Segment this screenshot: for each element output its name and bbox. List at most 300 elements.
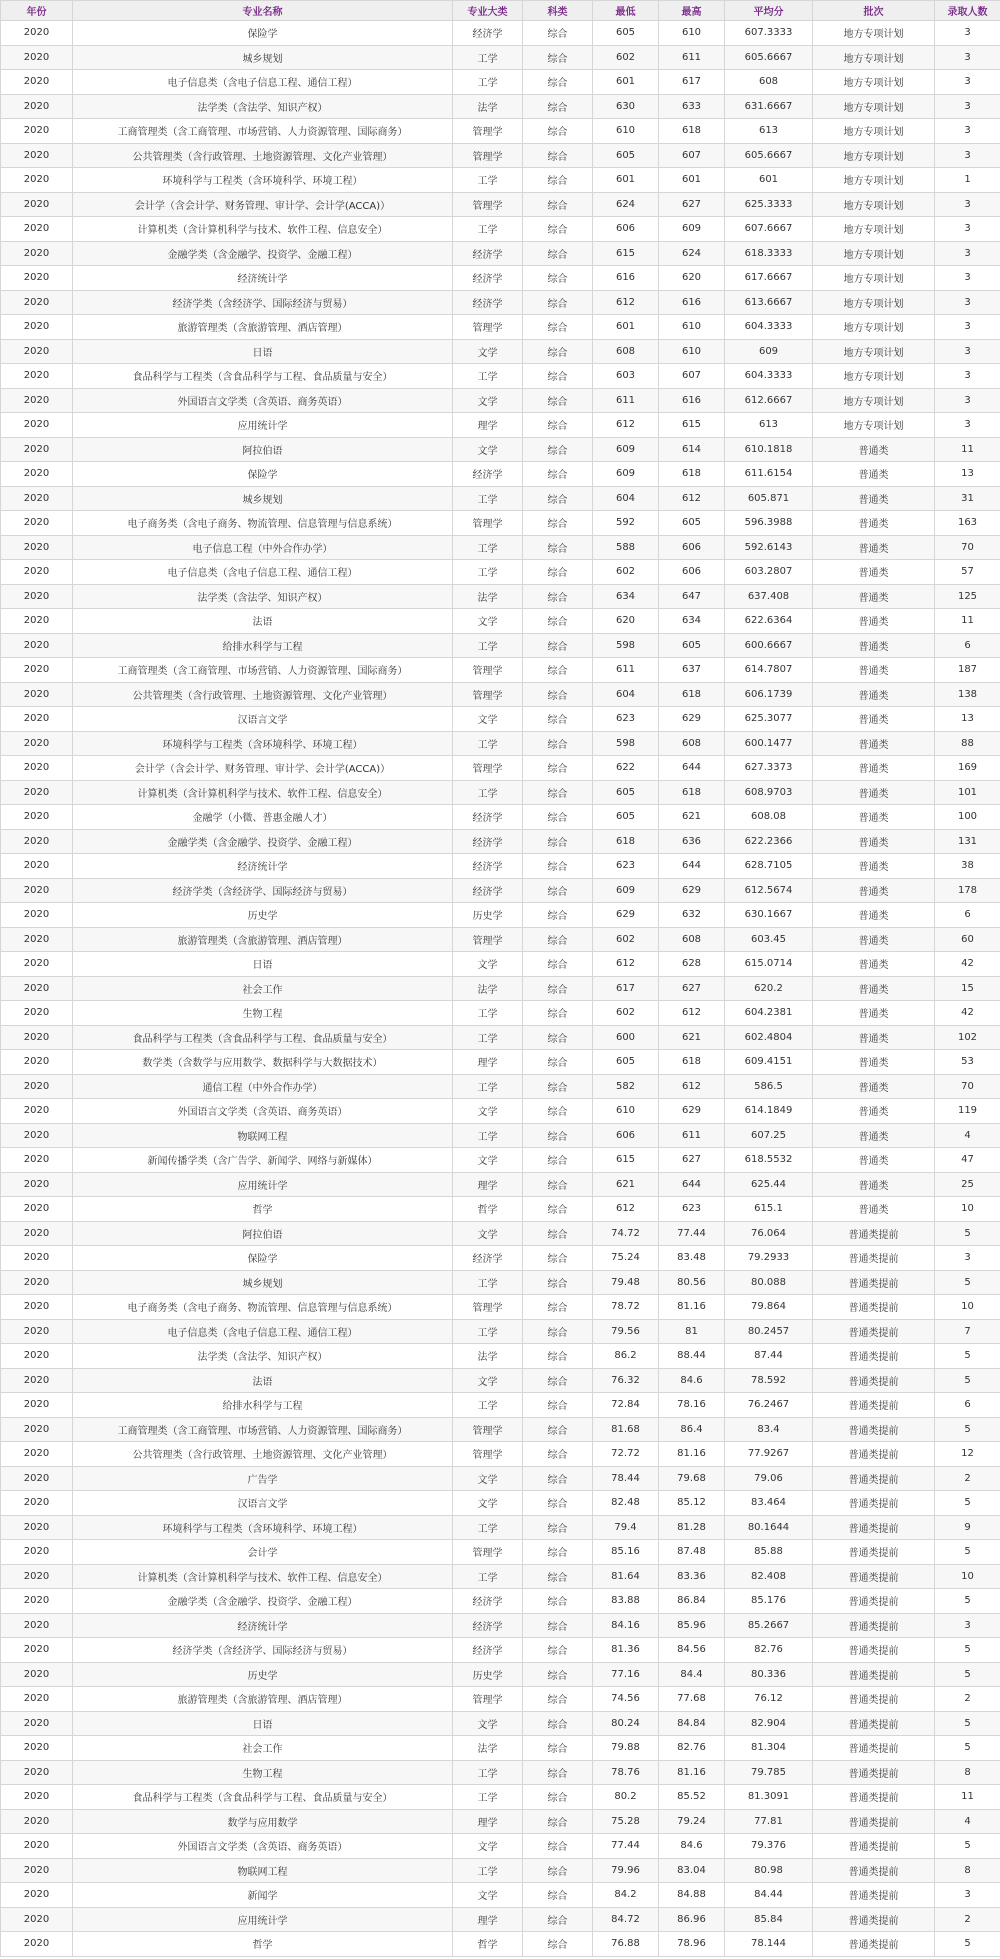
cell-subject: 综合: [523, 388, 593, 413]
cell-major: 法语: [73, 1368, 453, 1393]
cell-batch: 普通类: [813, 535, 935, 560]
cell-count: 119: [935, 1099, 1000, 1124]
cell-max: 81: [659, 1319, 725, 1344]
cell-major: 外国语言文学类（含英语、商务英语）: [73, 1834, 453, 1859]
cell-category: 工学: [453, 1074, 523, 1099]
cell-count: 5: [935, 1589, 1000, 1614]
cell-year: 2020: [1, 1785, 73, 1810]
cell-count: 10: [935, 1295, 1000, 1320]
cell-major: 金融学类（含金融学、投资学、金融工程）: [73, 241, 453, 266]
cell-category: 经济学: [453, 1613, 523, 1638]
cell-major: 食品科学与工程类（含食品科学与工程、食品质量与安全）: [73, 1785, 453, 1810]
cell-year: 2020: [1, 829, 73, 854]
cell-batch: 普通类: [813, 1074, 935, 1099]
cell-max: 85.52: [659, 1785, 725, 1810]
cell-batch: 地方专项计划: [813, 119, 935, 144]
cell-count: 3: [935, 119, 1000, 144]
cell-subject: 综合: [523, 1221, 593, 1246]
table-row: [1, 241, 1000, 266]
cell-avg: 85.84: [725, 1907, 813, 1932]
cell-avg: 76.064: [725, 1221, 813, 1246]
cell-subject: 综合: [523, 1050, 593, 1075]
cell-max: 618: [659, 1050, 725, 1075]
cell-batch: 普通类提前: [813, 1221, 935, 1246]
table-row: [1, 388, 1000, 413]
cell-year: 2020: [1, 437, 73, 462]
cell-avg: 630.1667: [725, 903, 813, 928]
cell-batch: 普通类提前: [813, 1368, 935, 1393]
cell-year: 2020: [1, 1907, 73, 1932]
cell-avg: 603.45: [725, 927, 813, 952]
cell-category: 文学: [453, 1368, 523, 1393]
cell-major: 电子商务类（含电子商务、物流管理、信息管理与信息系统）: [73, 511, 453, 536]
cell-subject: 综合: [523, 413, 593, 438]
cell-batch: 普通类: [813, 927, 935, 952]
cell-year: 2020: [1, 1344, 73, 1369]
cell-batch: 普通类: [813, 707, 935, 732]
cell-min: 80.24: [593, 1711, 659, 1736]
cell-year: 2020: [1, 1540, 73, 1565]
cell-category: 管理学: [453, 682, 523, 707]
cell-count: 9: [935, 1515, 1000, 1540]
cell-year: 2020: [1, 952, 73, 977]
cell-category: 工学: [453, 780, 523, 805]
cell-category: 工学: [453, 217, 523, 242]
cell-count: 5: [935, 1368, 1000, 1393]
cell-avg: 614.1849: [725, 1099, 813, 1124]
table-row: [1, 1662, 1000, 1687]
cell-category: 理学: [453, 1050, 523, 1075]
cell-max: 605: [659, 633, 725, 658]
cell-category: 经济学: [453, 290, 523, 315]
cell-batch: 地方专项计划: [813, 70, 935, 95]
cell-avg: 607.6667: [725, 217, 813, 242]
cell-avg: 637.408: [725, 584, 813, 609]
cell-batch: 普通类提前: [813, 1760, 935, 1785]
cell-min: 601: [593, 315, 659, 340]
cell-min: 72.72: [593, 1442, 659, 1467]
cell-min: 81.64: [593, 1564, 659, 1589]
header-year: 年份: [1, 1, 73, 21]
cell-count: 42: [935, 1001, 1000, 1026]
cell-major: 应用统计学: [73, 1907, 453, 1932]
cell-subject: 综合: [523, 1785, 593, 1810]
cell-avg: 604.2381: [725, 1001, 813, 1026]
cell-major: 经济统计学: [73, 854, 453, 879]
table-row: [1, 1148, 1000, 1173]
cell-major: 阿拉伯语: [73, 1221, 453, 1246]
cell-count: 4: [935, 1809, 1000, 1834]
cell-category: 工学: [453, 1319, 523, 1344]
cell-batch: 普通类提前: [813, 1589, 935, 1614]
cell-max: 88.44: [659, 1344, 725, 1369]
cell-major: 电子信息类（含电子信息工程、通信工程）: [73, 1319, 453, 1344]
table-row: [1, 143, 1000, 168]
cell-avg: 605.871: [725, 486, 813, 511]
cell-batch: 普通类提前: [813, 1491, 935, 1516]
cell-subject: 综合: [523, 1515, 593, 1540]
header-major: 专业名称: [73, 1, 453, 21]
cell-subject: 综合: [523, 1319, 593, 1344]
cell-count: 131: [935, 829, 1000, 854]
cell-min: 605: [593, 21, 659, 46]
cell-max: 608: [659, 927, 725, 952]
cell-max: 85.96: [659, 1613, 725, 1638]
cell-avg: 628.7105: [725, 854, 813, 879]
cell-year: 2020: [1, 290, 73, 315]
cell-count: 31: [935, 486, 1000, 511]
cell-min: 83.88: [593, 1589, 659, 1614]
cell-batch: 普通类提前: [813, 1540, 935, 1565]
cell-batch: 普通类: [813, 805, 935, 830]
cell-year: 2020: [1, 1123, 73, 1148]
cell-min: 77.16: [593, 1662, 659, 1687]
cell-category: 理学: [453, 1809, 523, 1834]
cell-major: 数学与应用数学: [73, 1809, 453, 1834]
cell-min: 623: [593, 854, 659, 879]
cell-subject: 综合: [523, 1368, 593, 1393]
table-row: [1, 1099, 1000, 1124]
table-row: [1, 756, 1000, 781]
cell-year: 2020: [1, 1001, 73, 1026]
table-row: [1, 1491, 1000, 1516]
cell-count: 3: [935, 217, 1000, 242]
cell-major: 外国语言文学类（含英语、商务英语）: [73, 1099, 453, 1124]
cell-batch: 普通类: [813, 1050, 935, 1075]
cell-avg: 80.1644: [725, 1515, 813, 1540]
cell-avg: 85.2667: [725, 1613, 813, 1638]
cell-category: 经济学: [453, 462, 523, 487]
cell-max: 636: [659, 829, 725, 854]
cell-subject: 综合: [523, 462, 593, 487]
cell-year: 2020: [1, 707, 73, 732]
cell-max: 84.6: [659, 1368, 725, 1393]
header-category: 专业大类: [453, 1, 523, 21]
cell-category: 经济学: [453, 878, 523, 903]
cell-major: 日语: [73, 1711, 453, 1736]
cell-subject: 综合: [523, 1344, 593, 1369]
cell-major: 广告学: [73, 1466, 453, 1491]
cell-category: 工学: [453, 1025, 523, 1050]
cell-year: 2020: [1, 1760, 73, 1785]
cell-min: 84.72: [593, 1907, 659, 1932]
cell-max: 627: [659, 1148, 725, 1173]
cell-year: 2020: [1, 315, 73, 340]
cell-max: 84.84: [659, 1711, 725, 1736]
cell-category: 管理学: [453, 1295, 523, 1320]
cell-category: 工学: [453, 364, 523, 389]
cell-major: 生物工程: [73, 1760, 453, 1785]
cell-avg: 610.1818: [725, 437, 813, 462]
cell-major: 给排水科学与工程: [73, 633, 453, 658]
cell-major: 应用统计学: [73, 413, 453, 438]
cell-max: 618: [659, 682, 725, 707]
cell-subject: 综合: [523, 1662, 593, 1687]
cell-count: 100: [935, 805, 1000, 830]
cell-count: 13: [935, 462, 1000, 487]
cell-category: 文学: [453, 1466, 523, 1491]
cell-category: 管理学: [453, 756, 523, 781]
cell-count: 5: [935, 1638, 1000, 1663]
cell-max: 82.76: [659, 1736, 725, 1761]
cell-subject: 综合: [523, 682, 593, 707]
cell-category: 管理学: [453, 315, 523, 340]
cell-min: 612: [593, 290, 659, 315]
cell-category: 管理学: [453, 1417, 523, 1442]
cell-major: 历史学: [73, 903, 453, 928]
table-row: [1, 290, 1000, 315]
cell-major: 工商管理类（含工商管理、市场营销、人力资源管理、国际商务）: [73, 1417, 453, 1442]
cell-batch: 普通类提前: [813, 1834, 935, 1859]
cell-batch: 普通类提前: [813, 1736, 935, 1761]
cell-year: 2020: [1, 1662, 73, 1687]
cell-avg: 618.5532: [725, 1148, 813, 1173]
cell-avg: 596.3988: [725, 511, 813, 536]
cell-major: 通信工程（中外合作办学）: [73, 1074, 453, 1099]
cell-max: 633: [659, 94, 725, 119]
cell-count: 3: [935, 192, 1000, 217]
cell-year: 2020: [1, 168, 73, 193]
cell-batch: 普通类: [813, 829, 935, 854]
cell-count: 3: [935, 413, 1000, 438]
cell-avg: 586.5: [725, 1074, 813, 1099]
cell-category: 管理学: [453, 143, 523, 168]
cell-category: 经济学: [453, 1246, 523, 1271]
cell-min: 623: [593, 707, 659, 732]
cell-major: 工商管理类（含工商管理、市场营销、人力资源管理、国际商务）: [73, 658, 453, 683]
cell-min: 79.48: [593, 1270, 659, 1295]
cell-max: 601: [659, 168, 725, 193]
cell-subject: 综合: [523, 560, 593, 585]
cell-year: 2020: [1, 1148, 73, 1173]
cell-category: 工学: [453, 1760, 523, 1785]
cell-category: 文学: [453, 609, 523, 634]
cell-max: 86.96: [659, 1907, 725, 1932]
header-max: 最高: [659, 1, 725, 21]
table-row: [1, 1834, 1000, 1859]
cell-year: 2020: [1, 1883, 73, 1908]
cell-min: 78.76: [593, 1760, 659, 1785]
cell-min: 620: [593, 609, 659, 634]
table-row: [1, 1368, 1000, 1393]
cell-major: 日语: [73, 339, 453, 364]
header-avg: 平均分: [725, 1, 813, 21]
cell-min: 602: [593, 560, 659, 585]
cell-count: 3: [935, 1246, 1000, 1271]
cell-min: 616: [593, 266, 659, 291]
cell-category: 管理学: [453, 658, 523, 683]
cell-major: 金融学（小微、普惠金融人才）: [73, 805, 453, 830]
cell-year: 2020: [1, 1638, 73, 1663]
cell-major: 新闻传播学类（含广告学、新闻学、网络与新媒体）: [73, 1148, 453, 1173]
table-row: [1, 1025, 1000, 1050]
table-row: [1, 927, 1000, 952]
table-row: [1, 1638, 1000, 1663]
cell-major: 计算机类（含计算机科学与技术、软件工程、信息安全）: [73, 780, 453, 805]
cell-avg: 600.1477: [725, 731, 813, 756]
cell-subject: 综合: [523, 584, 593, 609]
cell-year: 2020: [1, 192, 73, 217]
cell-min: 79.56: [593, 1319, 659, 1344]
cell-count: 12: [935, 1442, 1000, 1467]
cell-avg: 614.7807: [725, 658, 813, 683]
cell-category: 工学: [453, 70, 523, 95]
cell-avg: 79.785: [725, 1760, 813, 1785]
cell-count: 6: [935, 1393, 1000, 1418]
cell-avg: 592.6143: [725, 535, 813, 560]
cell-batch: 普通类提前: [813, 1883, 935, 1908]
cell-count: 25: [935, 1172, 1000, 1197]
cell-min: 617: [593, 976, 659, 1001]
table-row: [1, 1687, 1000, 1712]
table-row: [1, 1466, 1000, 1491]
cell-category: 工学: [453, 1270, 523, 1295]
cell-max: 617: [659, 70, 725, 95]
cell-subject: 综合: [523, 1442, 593, 1467]
cell-max: 644: [659, 1172, 725, 1197]
cell-major: 环境科学与工程类（含环境科学、环境工程）: [73, 731, 453, 756]
cell-min: 72.84: [593, 1393, 659, 1418]
cell-subject: 综合: [523, 1736, 593, 1761]
cell-min: 84.16: [593, 1613, 659, 1638]
cell-count: 2: [935, 1907, 1000, 1932]
table-row: [1, 854, 1000, 879]
table-row: [1, 1760, 1000, 1785]
cell-avg: 622.2366: [725, 829, 813, 854]
cell-max: 78.16: [659, 1393, 725, 1418]
header-batch: 批次: [813, 1, 935, 21]
table-row: [1, 1344, 1000, 1369]
cell-avg: 83.464: [725, 1491, 813, 1516]
cell-avg: 82.408: [725, 1564, 813, 1589]
cell-max: 86.4: [659, 1417, 725, 1442]
cell-category: 管理学: [453, 1687, 523, 1712]
cell-min: 598: [593, 633, 659, 658]
table-row: [1, 780, 1000, 805]
cell-max: 621: [659, 1025, 725, 1050]
cell-count: 5: [935, 1932, 1000, 1957]
cell-category: 文学: [453, 1221, 523, 1246]
cell-category: 经济学: [453, 805, 523, 830]
cell-min: 79.88: [593, 1736, 659, 1761]
cell-count: 7: [935, 1319, 1000, 1344]
cell-min: 634: [593, 584, 659, 609]
table-row: [1, 1172, 1000, 1197]
cell-major: 哲学: [73, 1197, 453, 1222]
table-row: [1, 1907, 1000, 1932]
cell-count: 11: [935, 1785, 1000, 1810]
cell-category: 工学: [453, 1785, 523, 1810]
cell-max: 612: [659, 1001, 725, 1026]
cell-subject: 综合: [523, 805, 593, 830]
cell-avg: 605.6667: [725, 45, 813, 70]
cell-subject: 综合: [523, 731, 593, 756]
cell-subject: 综合: [523, 1834, 593, 1859]
table-row: [1, 1858, 1000, 1883]
cell-batch: 普通类提前: [813, 1907, 935, 1932]
cell-avg: 87.44: [725, 1344, 813, 1369]
cell-avg: 606.1739: [725, 682, 813, 707]
cell-count: 11: [935, 609, 1000, 634]
cell-min: 610: [593, 1099, 659, 1124]
cell-max: 84.4: [659, 1662, 725, 1687]
cell-batch: 普通类: [813, 952, 935, 977]
cell-max: 616: [659, 388, 725, 413]
cell-major: 旅游管理类（含旅游管理、酒店管理）: [73, 927, 453, 952]
cell-avg: 608: [725, 70, 813, 95]
cell-major: 会计学（含会计学、财务管理、审计学、会计学(ACCA)）: [73, 756, 453, 781]
cell-batch: 普通类提前: [813, 1858, 935, 1883]
cell-max: 628: [659, 952, 725, 977]
cell-max: 615: [659, 413, 725, 438]
cell-max: 605: [659, 511, 725, 536]
cell-count: 5: [935, 1540, 1000, 1565]
cell-avg: 625.3333: [725, 192, 813, 217]
cell-avg: 80.2457: [725, 1319, 813, 1344]
cell-count: 5: [935, 1344, 1000, 1369]
cell-max: 78.96: [659, 1932, 725, 1957]
cell-year: 2020: [1, 584, 73, 609]
cell-year: 2020: [1, 976, 73, 1001]
cell-subject: 综合: [523, 266, 593, 291]
cell-count: 6: [935, 903, 1000, 928]
cell-subject: 综合: [523, 1613, 593, 1638]
cell-subject: 综合: [523, 168, 593, 193]
cell-major: 保险学: [73, 1246, 453, 1271]
cell-max: 83.36: [659, 1564, 725, 1589]
cell-max: 84.56: [659, 1638, 725, 1663]
cell-year: 2020: [1, 1932, 73, 1957]
cell-avg: 84.44: [725, 1883, 813, 1908]
cell-min: 85.16: [593, 1540, 659, 1565]
table-row: [1, 339, 1000, 364]
cell-subject: 综合: [523, 1197, 593, 1222]
table-row: [1, 1442, 1000, 1467]
cell-min: 76.88: [593, 1932, 659, 1957]
cell-major: 经济学类（含经济学、国际经济与贸易）: [73, 878, 453, 903]
table-row: [1, 1197, 1000, 1222]
cell-count: 5: [935, 1491, 1000, 1516]
cell-major: 公共管理类（含行政管理、土地资源管理、文化产业管理）: [73, 1442, 453, 1467]
cell-min: 602: [593, 927, 659, 952]
cell-subject: 综合: [523, 633, 593, 658]
cell-subject: 综合: [523, 315, 593, 340]
cell-count: 10: [935, 1197, 1000, 1222]
cell-min: 618: [593, 829, 659, 854]
cell-batch: 地方专项计划: [813, 45, 935, 70]
cell-category: 理学: [453, 1907, 523, 1932]
cell-batch: 普通类提前: [813, 1319, 935, 1344]
cell-major: 电子商务类（含电子商务、物流管理、信息管理与信息系统）: [73, 1295, 453, 1320]
cell-category: 文学: [453, 707, 523, 732]
table-header-row: [1, 1, 1000, 21]
table-row: [1, 878, 1000, 903]
cell-avg: 612.6667: [725, 388, 813, 413]
cell-max: 607: [659, 364, 725, 389]
cell-min: 615: [593, 1148, 659, 1173]
cell-subject: 综合: [523, 1001, 593, 1026]
cell-avg: 625.3077: [725, 707, 813, 732]
cell-avg: 81.3091: [725, 1785, 813, 1810]
cell-major: 汉语言文学: [73, 707, 453, 732]
cell-subject: 综合: [523, 1417, 593, 1442]
cell-major: 会计学（含会计学、财务管理、审计学、会计学(ACCA)）: [73, 192, 453, 217]
cell-avg: 615.1: [725, 1197, 813, 1222]
cell-major: 法学类（含法学、知识产权）: [73, 584, 453, 609]
cell-batch: 普通类提前: [813, 1417, 935, 1442]
table-row: [1, 658, 1000, 683]
cell-count: 6: [935, 633, 1000, 658]
